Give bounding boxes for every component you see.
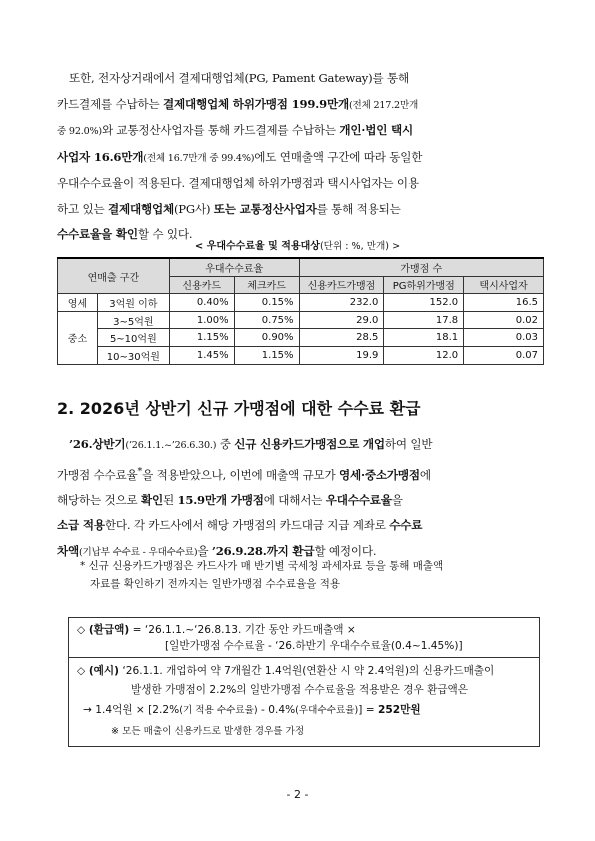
- fee-rate-table: [57, 257, 544, 365]
- row-range: 3~5억원: [97, 311, 169, 329]
- row-taxi-count: 0.02: [464, 311, 544, 329]
- intro-line-5: 우대수수료율이 적용된다. 결제대행업체 하위가맹점과 택시사업자는 이용: [57, 176, 419, 190]
- row-cc-count: 19.9: [299, 346, 384, 364]
- footnote-line-1: * 신규 신용카드가맹점은 카드사가 매 반기별 국세청 과세자료 등을 통해 매출액: [80, 560, 444, 572]
- section-line-2: 가맹점 수수료율*을 적용받았으나, 이번에 매출액 규모가 영세·중소가맹점에: [57, 465, 431, 482]
- section-line-3: 해당하는 것으로 확인된 15.9만개 가맹점에 대해서는 우대수수료율을: [57, 492, 403, 507]
- example-line-1: ◇ (예시) ‘26.1.1. 개업하여 약 7개월간 1.4억원(연환산 시 약 2.4억원)의 신용카드매출이: [77, 665, 495, 677]
- row-pg-count: 17.8: [384, 311, 464, 329]
- header-credit-card: 신용카드: [169, 276, 234, 294]
- example-line-3: → 1.4억원 × [2.2%(기 적용 수수료율) - 0.4%(우대수수료율)] = 252만원: [83, 704, 421, 716]
- header-credit-merchant: 신용카드가맹점: [299, 276, 384, 294]
- row-check-rate: 0.90%: [234, 329, 299, 347]
- intro-line-3: 중 92.0%)와 교통정산사업자를 통해 카드결제를 수납하는 개인·법인 택시: [57, 123, 414, 137]
- row-range: 10~30억원: [97, 346, 169, 364]
- box-divider: [69, 657, 539, 658]
- footnote: [80, 557, 545, 593]
- header-merchant-count: 가맹점 수: [299, 258, 543, 276]
- row-range: 3억원 이하: [97, 294, 169, 312]
- table-row: [58, 329, 544, 347]
- refund-example-box: [68, 617, 540, 747]
- row-group: 영세: [58, 294, 98, 312]
- row-pg-count: 18.1: [384, 329, 464, 347]
- refund-formula-line-2: [일반가맹점 수수료율 - ‘26.하반기 우대수수료율(0.4~1.45%)]: [165, 640, 463, 652]
- table-header-row-1: [58, 258, 544, 276]
- intro-line-2: 카드결제를 수납하는 결제대행업체 하위가맹점 199.9만개(전체 217.2만개: [57, 96, 419, 111]
- row-credit-rate: 1.45%: [169, 346, 234, 364]
- row-taxi-count: 0.07: [464, 346, 544, 364]
- intro-line-1: 또한, 전자상거래에서 결제대행업체(PG, Pament Gateway)를 통해: [69, 71, 409, 85]
- row-taxi-count: 0.03: [464, 329, 544, 347]
- row-taxi-count: 16.5: [464, 294, 544, 312]
- page-number: - 2 -: [286, 788, 309, 801]
- refund-formula-line-1: ◇ (환급액) = ‘26.1.1.~‘26.8.13. 기간 동안 카드매출액 ×: [77, 624, 356, 636]
- row-check-rate: 1.15%: [234, 346, 299, 364]
- row-credit-rate: 1.15%: [169, 329, 234, 347]
- intro-line-4: 사업자 16.6만개(전체 16.7만개 중 99.4%)에도 연매출액 구간에 따라 동일한: [57, 149, 423, 164]
- intro-paragraph: [57, 66, 540, 248]
- row-pg-count: 152.0: [384, 294, 464, 312]
- table-row: [58, 346, 544, 364]
- row-cc-count: 232.0: [299, 294, 384, 312]
- example-line-2: 발생한 가맹점이 2.2%의 일반가맹점 수수료율을 적용받은 경우 환급액은: [131, 684, 469, 696]
- section-paragraph: [57, 432, 540, 565]
- row-pg-count: 12.0: [384, 346, 464, 364]
- footnote-line-2: 자료를 확인하기 전까지는 일반가맹점 수수료율을 적용: [90, 578, 340, 590]
- row-range: 5~10억원: [97, 329, 169, 347]
- example-line-4: ※ 모든 매출이 신용카드로 발생한 경우를 가정: [111, 726, 305, 737]
- row-group: 중소: [58, 311, 98, 364]
- section-line-5: 차액(기납부 수수료 - 우대수수료)을 ’26.9.28.까지 환급할 예정이다.: [57, 543, 377, 558]
- row-cc-count: 29.0: [299, 311, 384, 329]
- row-cc-count: 28.5: [299, 329, 384, 347]
- table-row: [58, 311, 544, 329]
- header-pg-submerchant: PG하위가맹점: [384, 276, 464, 294]
- table-caption: < 우대수수료율 및 적용대상(단위 : %, 만개) >: [194, 241, 401, 252]
- header-taxi: 택시사업자: [464, 276, 544, 294]
- intro-line-6: 하고 있는 결제대행업체(PG사) 또는 교통정산사업자를 통해 적용되는: [57, 201, 401, 216]
- table-row: [58, 294, 544, 312]
- row-credit-rate: 1.00%: [169, 311, 234, 329]
- header-check-card: 체크카드: [234, 276, 299, 294]
- section-line-4: 소급 적용한다. 각 카드사에서 해당 가맹점의 카드대금 지급 계좌로 수수료: [57, 518, 423, 533]
- header-preferential-rate: 우대수수료율: [169, 258, 299, 276]
- intro-line-7: 수수료율을 확인할 수 있다.: [57, 227, 193, 241]
- row-check-rate: 0.15%: [234, 294, 299, 312]
- row-credit-rate: 0.40%: [169, 294, 234, 312]
- row-check-rate: 0.75%: [234, 311, 299, 329]
- header-sales-range: 연매출 구간: [58, 258, 170, 294]
- section-heading: 2. 2026년 상반기 신규 가맹점에 대한 수수료 환급: [57, 399, 421, 418]
- section-line-1: ’26.상반기(’26.1.1.~’26.6.30.) 중 신규 신용카드가맹점으로 개업하여 일반: [69, 437, 433, 451]
